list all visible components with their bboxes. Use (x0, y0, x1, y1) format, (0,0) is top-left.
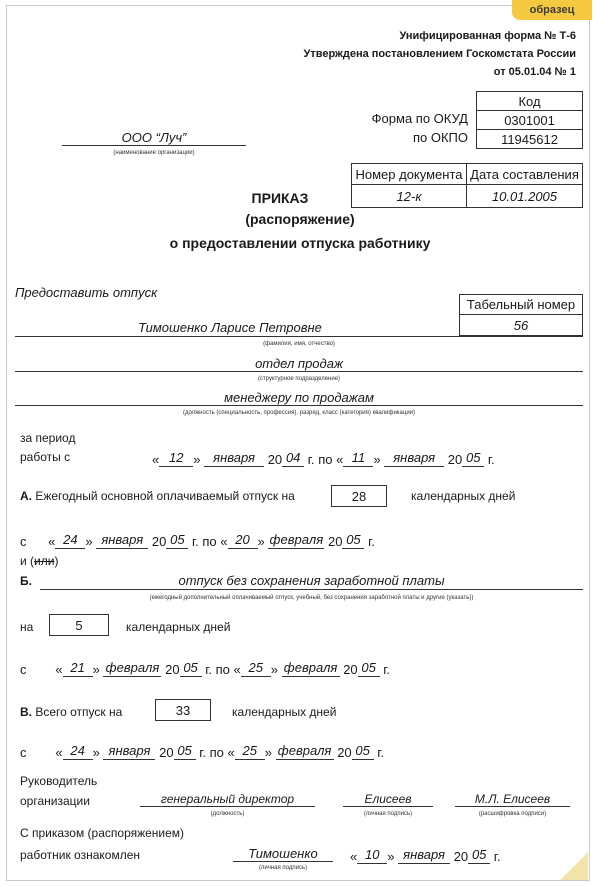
work-to-day: 11 (343, 450, 373, 467)
a-from-year: 05 (166, 532, 188, 549)
head-label-2: организации (20, 794, 90, 808)
section-b-na: на (20, 620, 34, 634)
section-b-dates: с « 21 » февраля 20 05 г. по « 25 » февраля 20 05 г. (20, 660, 391, 677)
head-signature-caption: (личная подпись) (363, 811, 413, 817)
title-subject: о предоставлении отпуска работнику (169, 235, 431, 251)
employee-name: Тимошенко Ларисе Петровне (138, 320, 322, 335)
year-suffix: г. (199, 745, 206, 760)
section-a-days: 28 (331, 485, 387, 507)
ack-day: 10 (357, 847, 387, 864)
ack-date: « 10 » января 20 05 г. (350, 847, 501, 864)
section-a-text: Ежегодный основной оплачиваемый отпуск на (35, 489, 295, 503)
b-from-year-prefix: 20 (165, 662, 180, 677)
year-suffix: г. (493, 849, 501, 864)
and-or-label: и (или) (20, 554, 59, 568)
position: менеджеру по продажам (224, 390, 374, 405)
sample-badge: образец (512, 0, 592, 20)
work-to-year: 05 (462, 450, 484, 467)
work-from-month: января (204, 450, 264, 467)
a-to-day: 20 (228, 532, 258, 549)
to-label: по (209, 745, 224, 760)
b-from-year: 05 (180, 660, 202, 677)
tab-number-value: 56 (459, 314, 583, 336)
section-v-letter: В. (20, 705, 32, 719)
to-label: по (202, 534, 217, 549)
v-from-year: 05 (174, 743, 196, 760)
title-instruction: (распоряжение) (245, 211, 355, 227)
position-caption: (должность (специальность, профессия), разряд, класс (категория) квалификации) (182, 410, 416, 416)
okpo-value: 11945612 (476, 129, 583, 149)
v-from-day: 24 (63, 743, 93, 760)
v-to-month: февраля (276, 743, 334, 760)
head-label-1: Руководитель (20, 774, 98, 788)
section-v-label (20, 705, 122, 719)
v-to-year-prefix: 20 (337, 745, 352, 760)
year-suffix: г. (377, 745, 385, 760)
employee-signature-caption: (личная подпись) (258, 865, 308, 871)
title-order: ПРИКАЗ (251, 190, 309, 206)
section-a-letter: А. (20, 489, 32, 503)
head-position-caption: (должность) (210, 811, 245, 817)
a-from-year-prefix: 20 (151, 534, 167, 549)
organization-line (62, 145, 246, 146)
section-a-dates: с « 24 » января 20 05 г. по « 20 » февраля 20 05 г. (20, 532, 375, 549)
b-from-month: февраля (103, 660, 161, 677)
head-decoded: М.Л. Елисеев (474, 792, 551, 806)
section-b-letter: Б. (20, 574, 32, 588)
work-from-day: 12 (159, 450, 193, 467)
section-a-days-label: календарных дней (411, 489, 516, 503)
section-b-days-label: календарных дней (126, 620, 231, 634)
v-from-year-prefix: 20 (159, 745, 174, 760)
work-from-label: работы с (20, 450, 71, 464)
form-name: Унифицированная форма № Т-6 (399, 30, 576, 42)
organization-name: ООО “Луч” (121, 130, 187, 145)
v-to-year: 05 (352, 743, 374, 760)
okpo-label: по ОКПО (412, 130, 468, 145)
employee-name-line (15, 336, 583, 337)
work-to-month: января (384, 450, 444, 467)
b-to-day: 25 (241, 660, 271, 677)
section-b-days: 5 (49, 614, 109, 636)
year-suffix: г. (205, 662, 212, 677)
form-approval-date: от 05.01.04 № 1 (493, 66, 576, 78)
a-to-month: февраля (269, 532, 324, 547)
tab-number-header: Табельный номер (459, 294, 583, 315)
work-period-dates: « 12 » января 20 04 г. по « 11 » января 20 05 г. (152, 450, 495, 467)
work-from-year-prefix: 20 (267, 452, 283, 467)
organization-caption: (наименование организации) (113, 150, 195, 156)
b-to-month: февраля (282, 660, 340, 677)
doc-date: 10.01.2005 (466, 184, 583, 208)
work-to-year-prefix: 20 (447, 452, 463, 467)
form-approval: Утверждена постановлением Госкомстата России (303, 48, 576, 60)
position-line (15, 405, 583, 406)
department-caption: (структурное подразделение) (257, 376, 341, 382)
head-position-line (140, 806, 315, 807)
code-header: Код (476, 91, 583, 111)
head-decoded-caption: (расшифровка подписи) (478, 811, 547, 817)
doc-date-header: Дата составления (466, 163, 583, 185)
doc-number-header: Номер документа (351, 163, 467, 185)
to-label: по (318, 452, 333, 467)
head-signature-line (343, 806, 433, 807)
head-signature: Елисеев (364, 792, 412, 806)
okud-label: Форма по ОКУД (371, 111, 468, 126)
work-from-year: 04 (282, 450, 304, 467)
to-label: по (215, 662, 230, 677)
page-fold-corner (560, 852, 588, 880)
okud-value: 0301001 (476, 110, 583, 130)
b-to-year-prefix: 20 (343, 662, 358, 677)
from-label: с (20, 662, 27, 677)
a-from-day: 24 (55, 532, 85, 549)
section-v-days-label: календарных дней (232, 705, 337, 719)
year-suffix: г. (307, 452, 315, 467)
v-to-day: 25 (235, 743, 265, 760)
from-label: с (20, 745, 27, 760)
work-period-label: за период (20, 431, 76, 445)
section-v-text: Всего отпуск на (35, 705, 123, 719)
ack-year-prefix: 20 (453, 849, 469, 864)
ack-label-1: С приказом (распоряжением) (20, 826, 185, 840)
grant-leave-label: Предоставить отпуск (15, 285, 158, 300)
b-to-year: 05 (358, 660, 380, 677)
from-label: с (20, 534, 27, 549)
department: отдел продаж (255, 356, 343, 371)
section-b-type: отпуск без сохранения заработной платы (178, 573, 445, 588)
head-decoded-line (455, 806, 570, 807)
section-b-caption: (ежегодный дополнительный оплачиваемый отпуск, учебный, без сохранения заработной платы и другие (указать)) (149, 595, 474, 601)
a-from-month: января (96, 532, 148, 549)
employee-name-caption: (фамилия, имя, отчество) (263, 341, 335, 347)
v-from-month: января (103, 743, 155, 760)
head-position: генеральный директор (160, 792, 295, 806)
year-suffix: г. (368, 534, 375, 549)
year-suffix: г. (383, 662, 391, 677)
ack-month: января (398, 847, 450, 864)
year-suffix: г. (191, 534, 199, 549)
b-from-day: 21 (63, 660, 93, 677)
department-line (15, 371, 583, 372)
a-to-year: 05 (342, 532, 364, 549)
ack-label-2: работник ознакомлен (20, 848, 140, 862)
a-to-year-prefix: 20 (327, 534, 343, 549)
section-a-label (20, 489, 295, 503)
section-v-days: 33 (155, 699, 211, 721)
section-b-line (40, 589, 583, 590)
year-suffix: г. (487, 452, 495, 467)
doc-number: 12-к (351, 184, 467, 208)
section-v-dates: с « 24 » января 20 05 г. по « 25 » февраля 20 05 г. (20, 743, 385, 760)
ack-year: 05 (468, 847, 490, 864)
employee-signature: Тимошенко (248, 846, 318, 861)
employee-signature-line (233, 861, 333, 862)
